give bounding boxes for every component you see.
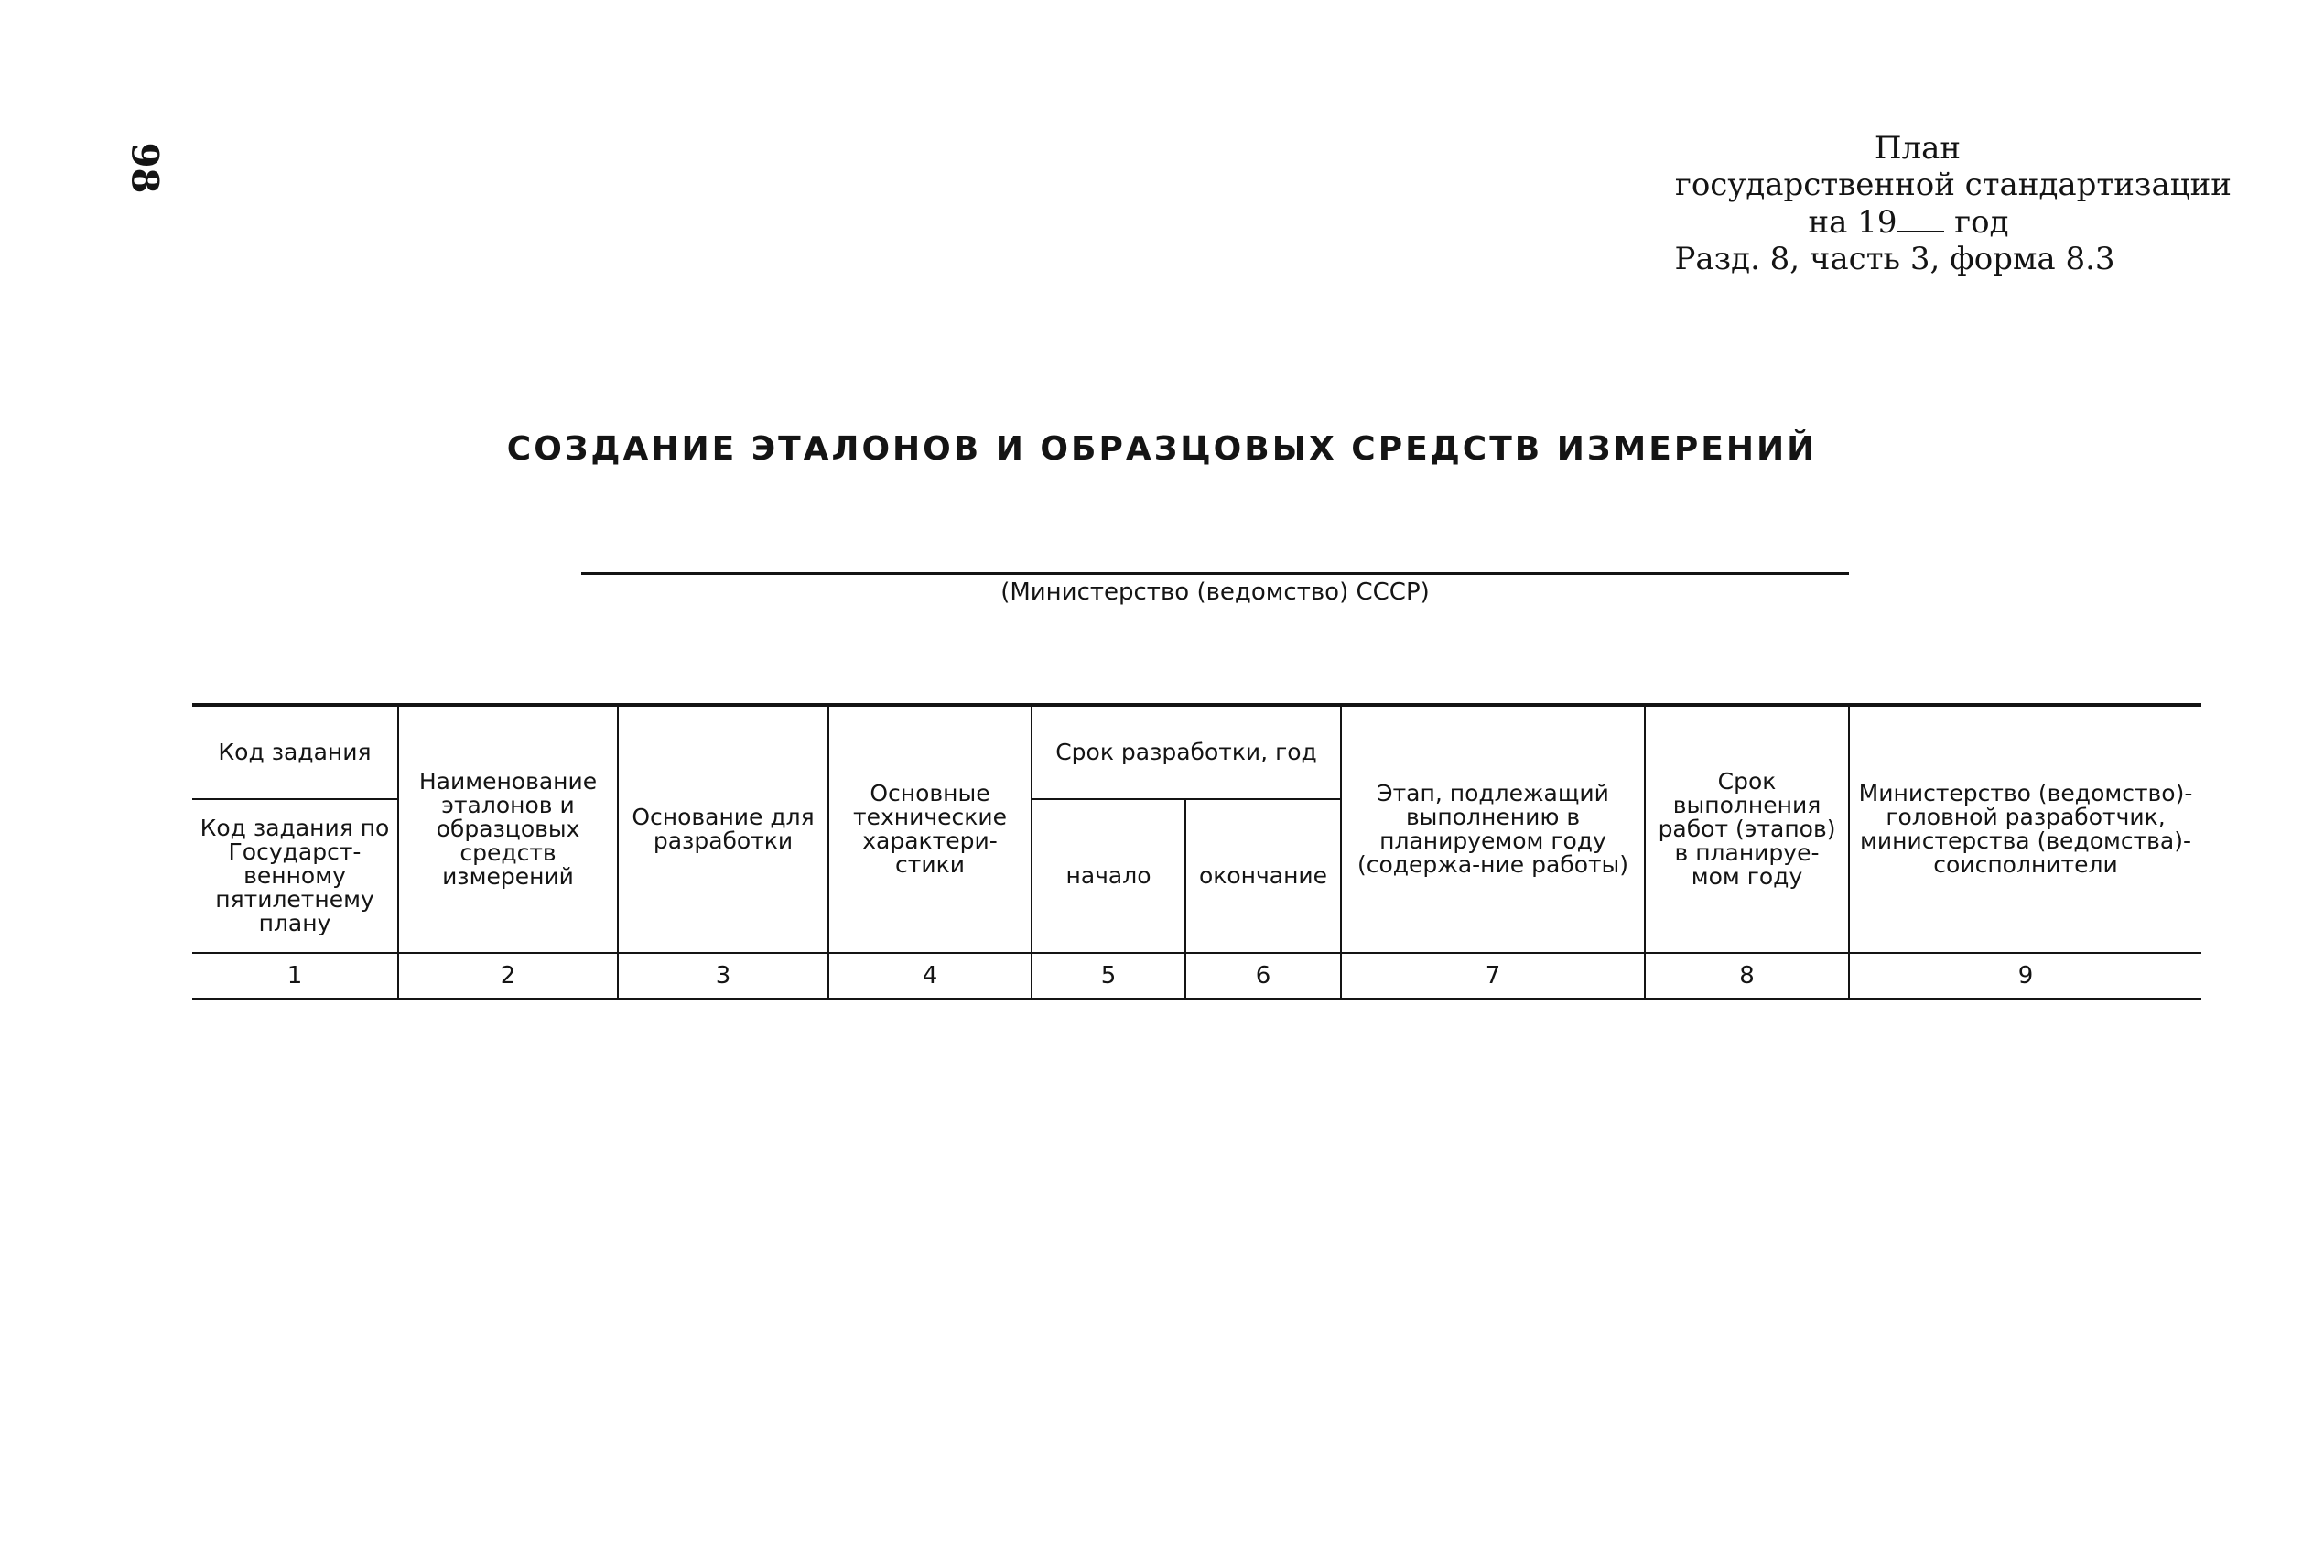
header-line-3: Разд. 8, часть 3, форма 8.3 [1674, 241, 2115, 277]
col8-header: Срок выполнения работ (этапов) в планируе-мом году [1645, 705, 1849, 953]
col6-header: окончание [1185, 799, 1341, 953]
page-number: 98 [123, 142, 167, 194]
year-blank [1897, 203, 1944, 232]
form-table [192, 703, 2201, 1000]
col7-header: Этап, подлежащий выполнению в планируемом году (содержа-ние работы) [1341, 705, 1645, 953]
col-number-4: 4 [828, 953, 1032, 1000]
col56-group-header: Срок разработки, год [1032, 705, 1341, 799]
page-title: СОЗДАНИЕ ЭТАЛОНОВ И ОБРАЗЦОВЫХ СРЕДСТВ ИЗМЕРЕНИЙ [506, 430, 1818, 468]
ministry-caption: (Министерство (ведомство) СССР) [1000, 579, 1430, 606]
col5-header: начало [1032, 799, 1185, 953]
col-number-3: 3 [618, 953, 828, 1000]
col-number-6: 6 [1185, 953, 1341, 1000]
col-number-2: 2 [398, 953, 618, 1000]
header-line-2 [1620, 203, 2197, 241]
col-number-8: 8 [1645, 953, 1849, 1000]
header-year-prefix: на 19 [1808, 204, 1897, 241]
col3-header: Основание для разработки [618, 705, 828, 953]
col1-header-top: Код задания [192, 705, 398, 799]
header-plan: План [1874, 130, 1962, 167]
col4-header: Основные технические характери-стики [828, 705, 1032, 953]
col2-header: Наименование эталонов и образцовых средств измерений [398, 705, 618, 953]
ministry-fill-line [581, 572, 1849, 575]
col-number-7: 7 [1341, 953, 1645, 1000]
col9-header: Министерство (ведомство)-головной разработчик, министерства (ведомства)-соисполнители [1849, 705, 2201, 953]
header-year-suffix: год [1954, 204, 2009, 241]
col1-header-bottom: Код задания по Государст-венному пятилетнему плану [192, 799, 398, 953]
header-block [1611, 130, 2232, 277]
col-number-5: 5 [1032, 953, 1185, 1000]
col-number-1: 1 [192, 953, 398, 1000]
col-number-9: 9 [1849, 953, 2201, 1000]
column-number-row [192, 953, 2201, 1000]
header-line-1: государственной стандартизации [1675, 167, 2232, 203]
